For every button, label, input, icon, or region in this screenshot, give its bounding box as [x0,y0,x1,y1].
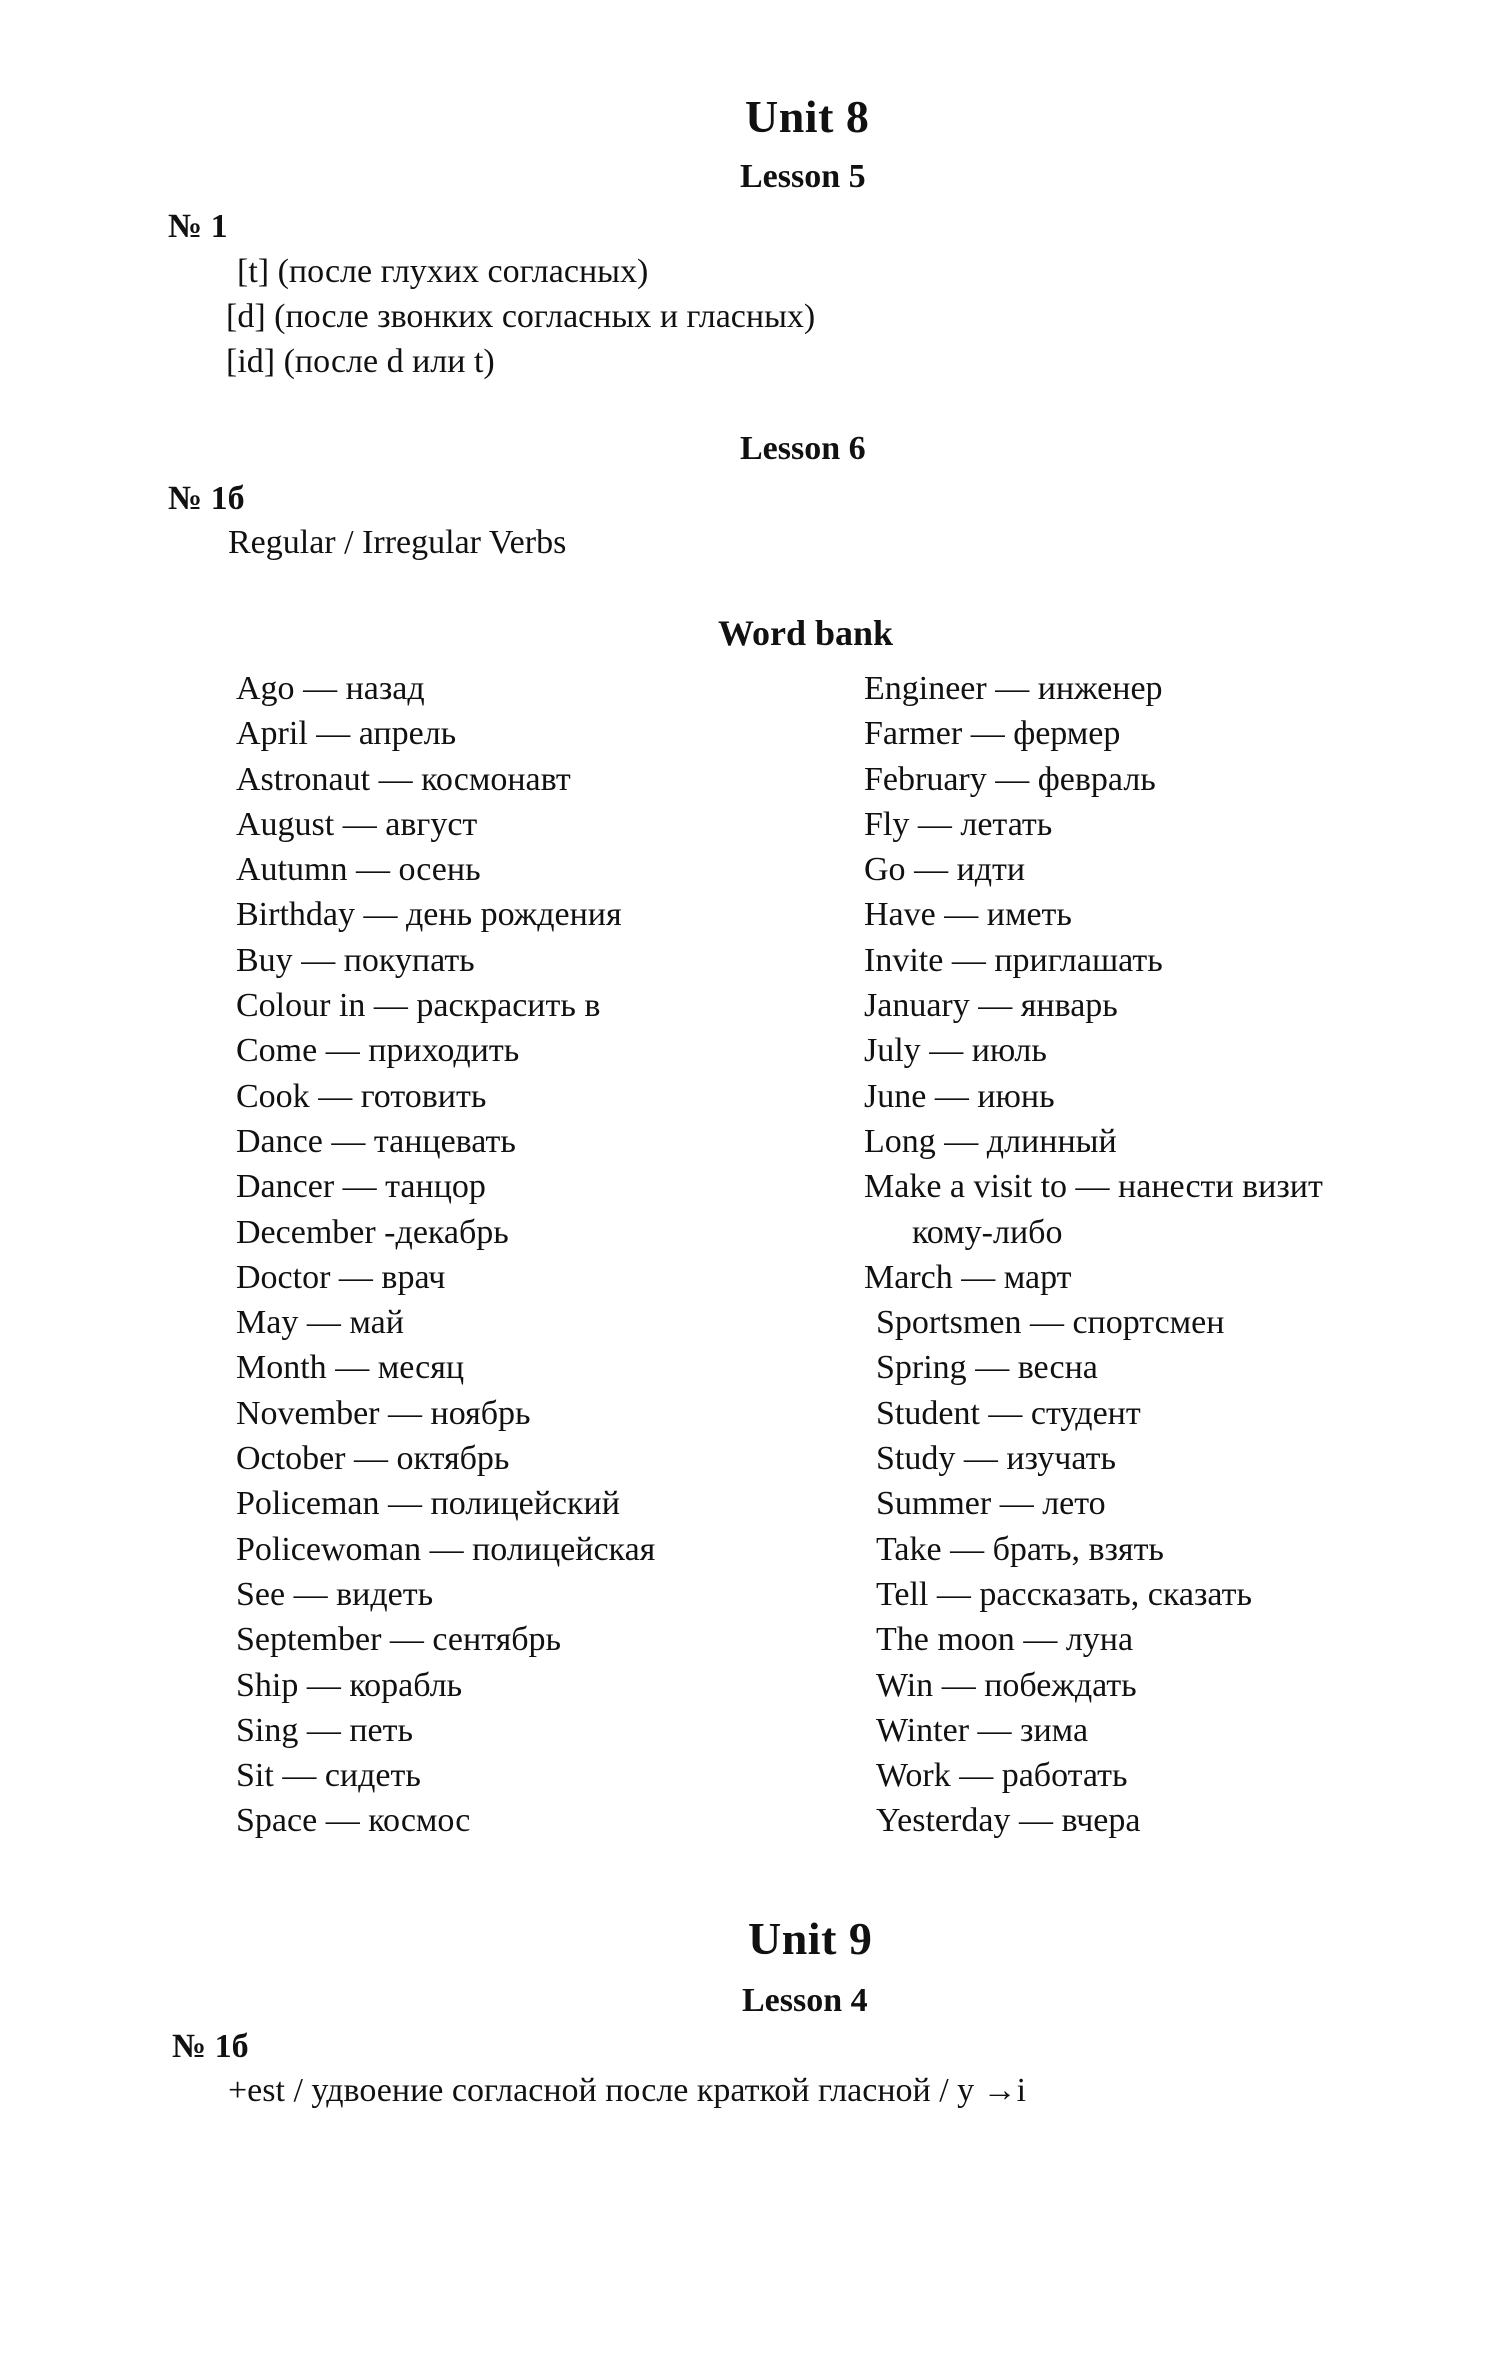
word-bank-entry [864,1210,1323,1255]
word-bank-dash: — [943,941,995,979]
word-bank-english-word: Policewoman [236,1530,422,1568]
word-bank-entry [236,802,655,847]
word-bank-title: Word bank [718,613,894,653]
word-bank-dash: — [345,1440,397,1478]
word-bank-entry [864,892,1323,937]
word-bank-english-word: Sportsmen [876,1304,1022,1342]
word-bank-translation: ноябрь [430,1394,531,1432]
word-bank-entry [864,1481,1323,1526]
word-bank-translation: луна [1065,1621,1134,1659]
word-bank-dash: — [365,987,417,1025]
word-bank-dash: — [933,1666,985,1704]
word-bank-entry [864,1753,1323,1798]
word-bank-translation: видеть [336,1575,434,1613]
word-bank-english-word: Have [864,896,936,934]
word-bank-translation: месяц [377,1349,465,1387]
word-bank-english-word: Fly [864,805,910,843]
word-bank-entry [864,1572,1323,1617]
word-bank-entry [236,1798,655,1843]
word-bank-english-word: Student [876,1394,980,1432]
word-bank-translation: танцор [385,1168,486,1206]
word-bank-left-column [236,666,655,1844]
word-bank-translation: лето [1042,1485,1106,1523]
word-bank-entry [236,1300,655,1345]
word-bank-translation: иметь [986,896,1072,934]
word-bank-dash: — [986,670,1038,707]
word-bank-entry [864,1074,1323,1119]
word-bank-dash: — [926,1077,978,1115]
word-bank-dash: — [920,1032,972,1070]
word-bank-entry [864,1300,1323,1345]
word-bank-entry [864,1798,1323,1843]
word-bank-translation: фермер [1013,715,1121,753]
word-bank-entry [864,802,1323,847]
word-bank-dash: — [909,805,961,843]
word-bank-dash: — [298,1666,350,1704]
unit8-title: Unit 8 [745,91,870,142]
unit9-title: Unit 9 [748,1913,873,1964]
word-bank-english-word: Winter [876,1711,970,1749]
lesson6-line: Regular / Irregular Verbs [228,524,567,561]
word-bank-english-word: Make a visit to [864,1168,1068,1206]
word-bank-entry [236,1753,655,1798]
word-bank-english-word: April [236,715,308,753]
word-bank-entry [864,1164,1323,1209]
word-bank-dash: — [354,896,406,934]
unit8-lesson6-title: Lesson 6 [740,430,866,467]
word-bank-english-word: Tell [876,1575,929,1613]
word-bank-translation: зима [1020,1711,1089,1749]
word-bank-translation: длинный [986,1122,1117,1160]
word-bank-entry [864,1119,1323,1164]
word-bank-english-word: Farmer [864,715,963,753]
word-bank-dash: — [273,1757,325,1795]
unit9-lesson4-title: Lesson 4 [742,1982,868,2019]
word-bank-entry [236,1617,655,1662]
word-bank-entry [236,1255,655,1300]
word-bank-entry [236,847,655,892]
unit8-lesson5-exercise-number: № 1 [168,208,228,245]
word-bank-english-word: October [236,1440,346,1478]
word-bank-entry [236,1345,655,1390]
word-bank-entry [864,938,1323,983]
word-bank-dash: — [285,1575,337,1613]
word-bank-translation: студент [1030,1394,1141,1432]
word-bank-english-word: Dancer [236,1168,335,1206]
word-bank-entry [864,757,1323,802]
word-bank-dash: — [1010,1802,1062,1840]
word-bank-dash: — [952,1258,1004,1296]
word-bank-english-word: Yesterday [876,1802,1011,1840]
word-bank-dash: — [1021,1304,1073,1342]
word-bank-translation: полицейский [430,1485,620,1523]
word-bank-english-word: Sit [236,1757,274,1795]
word-bank-english-word: December - [236,1213,396,1251]
word-bank-translation: побеждать [984,1666,1137,1704]
unit9-lesson4-line: +est / удвоение согласной после краткой гласной / y →i [228,2072,1027,2109]
word-bank-entry [864,711,1323,756]
word-bank-entry [236,1164,655,1209]
word-bank-translation: кому-либо [912,1213,1063,1251]
word-bank-entry [236,1481,655,1526]
word-bank-dash: — [334,805,386,843]
word-bank-english-word: Ship [236,1666,299,1704]
word-bank-entry [864,1028,1323,1073]
word-bank-entry [236,711,655,756]
word-bank-dash: — [317,1802,369,1840]
word-bank-translation: корабль [349,1666,463,1704]
word-bank-english-word: Astronaut [236,760,371,798]
word-bank-translation: приходить [368,1032,520,1070]
word-bank-entry [236,1210,655,1255]
word-bank-dash: — [317,1032,369,1070]
word-bank-entry [236,892,655,937]
word-bank-english-word: September [236,1621,382,1659]
word-bank-translation: январь [1020,987,1118,1025]
word-bank-translation: август [385,805,478,843]
word-bank-english-word: March [864,1258,953,1296]
word-bank-english-word: Work [876,1757,951,1795]
word-bank-translation: сентябрь [432,1621,562,1659]
word-bank-dash: — [322,1122,374,1160]
word-bank-english-word: Doctor [236,1258,331,1296]
word-bank-dash: — [326,1349,378,1387]
word-bank-dash: — [292,941,344,979]
word-bank-english-word: May [236,1304,299,1342]
word-bank-dash: — [955,1440,1007,1478]
word-bank-translation: осень [398,851,481,889]
word-bank-english-word: Spring [876,1349,967,1387]
word-bank-english-word: Take [876,1530,942,1568]
word-bank-dash: — [986,760,1038,798]
word-bank-entry [864,1255,1323,1300]
word-bank-translation: приглашать [994,941,1163,979]
word-bank-translation: сидеть [324,1757,421,1795]
word-bank-entry [236,983,655,1028]
word-bank-dash: — [1067,1168,1119,1206]
word-bank-dash: — [370,760,422,798]
word-bank-translation: декабрь [395,1213,509,1251]
word-bank-entry [236,1391,655,1436]
word-bank-dash: — [941,1530,993,1568]
word-bank-dash: — [962,715,1014,753]
word-bank-entry [864,1391,1323,1436]
word-bank-translation: космонавт [421,760,571,798]
word-bank-entry [236,666,655,711]
word-bank-translation: июнь [977,1077,1055,1115]
word-bank-dash: — [298,1711,350,1749]
lesson5-line-2: [d] (после звонких согласных и гласных) [226,298,816,335]
word-bank-english-word: Summer [876,1485,992,1523]
word-bank-dash: — [928,1575,980,1613]
word-bank-english-word: Long [864,1122,936,1160]
word-bank-english-word: Birthday [236,896,355,934]
word-bank-english-word: Cook [236,1077,310,1115]
word-bank-english-word: Sing [236,1711,299,1749]
unit8-lesson6-exercise-number: № 1б [168,480,245,517]
word-bank-entry [864,1663,1323,1708]
word-bank-english-word: January [864,987,970,1025]
word-bank-dash: — [950,1757,1002,1795]
word-bank-entry [236,1119,655,1164]
word-bank-translation: врач [381,1258,446,1296]
word-bank-translation: покупать [343,941,475,979]
word-bank-translation: май [349,1304,404,1342]
word-bank-dash: — [905,851,957,889]
unit9-lesson4-exercise-number: № 1б [172,2028,249,2065]
word-bank-translation: спортсмен [1072,1304,1225,1342]
word-bank-entry [236,1436,655,1481]
word-bank-translation: космос [368,1802,471,1840]
word-bank-english-word: Month [236,1349,327,1387]
word-bank-english-word: The moon [876,1621,1015,1659]
word-bank-dash: — [979,1394,1031,1432]
word-bank-entry [864,983,1323,1028]
word-bank-translation: весна [1017,1349,1098,1387]
word-bank-english-word: Colour in [236,987,366,1025]
word-bank-dash: — [421,1530,473,1568]
word-bank-translation: раскрасить в [416,987,601,1025]
word-bank-english-word: August [236,805,335,843]
word-bank-dash: — [334,1168,386,1206]
word-bank-english-word: See [236,1575,286,1613]
word-bank-entry [236,1028,655,1073]
word-bank-translation: работать [1001,1757,1128,1795]
word-bank-dash: — [347,851,399,889]
word-bank-dash: — [309,1077,361,1115]
word-bank-english-word: February [864,760,987,798]
word-bank-entry [864,1345,1323,1390]
word-bank-dash: — [298,1304,350,1342]
word-bank-translation: идти [956,851,1026,889]
word-bank-translation: инженер [1037,670,1163,707]
word-bank-english-word: June [864,1077,927,1115]
word-bank-translation: день рождения [405,896,622,934]
word-bank-english-word: Ago [236,670,295,707]
word-bank-dash: — [381,1621,433,1659]
word-bank-translation: летать [960,805,1053,843]
word-bank-dash: — [294,670,346,707]
word-bank-english-word: Dance [236,1122,323,1160]
word-bank-english-word: Come [236,1032,318,1070]
word-bank-entry [864,666,1323,711]
word-bank-right-column [864,666,1323,1844]
word-bank-entry [236,1708,655,1753]
word-bank-entry [864,1708,1323,1753]
word-bank-translation: март [1003,1258,1072,1296]
word-bank-translation: октябрь [396,1440,510,1478]
word-bank-translation: полицейская [472,1530,656,1568]
word-bank-english-word: Policeman [236,1485,380,1523]
unit8-lesson5-title: Lesson 5 [740,158,866,195]
lesson5-line-3: [id] (после d или t) [226,343,495,380]
word-bank-entry [236,938,655,983]
word-bank-english-word: Engineer [864,670,987,707]
word-bank-dash: — [307,715,359,753]
word-bank-entry [864,1436,1323,1481]
word-bank-english-word: Buy [236,941,293,979]
word-bank-translation: вчера [1061,1802,1141,1840]
word-bank-english-word: November [236,1394,380,1432]
lesson5-line-1: [t] (после глухих согласных) [237,253,649,290]
word-bank-dash: — [379,1394,431,1432]
word-bank-translation: февраль [1037,760,1156,798]
word-bank-dash: — [991,1485,1043,1523]
word-bank-dash: — [969,987,1021,1025]
word-bank-english-word: Invite [864,941,944,979]
word-bank-dash: — [330,1258,382,1296]
word-bank-translation: петь [349,1711,414,1749]
word-bank-translation: июль [971,1032,1047,1070]
word-bank-english-word: Win [876,1666,934,1704]
word-bank-dash: — [935,896,987,934]
word-bank-entry [864,847,1323,892]
word-bank-entry [236,1527,655,1572]
word-bank-entry [236,1572,655,1617]
word-bank-dash: — [969,1711,1021,1749]
word-bank-translation: рассказать, сказать [979,1575,1252,1613]
word-bank-entry [236,1663,655,1708]
word-bank-translation: танцевать [373,1122,516,1160]
word-bank-english-word: Go [864,851,906,889]
word-bank-dash: — [379,1485,431,1523]
word-bank-entry [236,1074,655,1119]
word-bank-entry [864,1617,1323,1662]
word-bank-translation: апрель [358,715,457,753]
word-bank-english-word: Autumn [236,851,348,889]
word-bank-dash: — [966,1349,1018,1387]
word-bank-entry [864,1527,1323,1572]
word-bank-translation: готовить [360,1077,487,1115]
word-bank-english-word: July [864,1032,921,1070]
word-bank-translation: изучать [1006,1440,1116,1478]
word-bank-translation: нанести визит [1118,1168,1323,1206]
word-bank-english-word: Space [236,1802,318,1840]
word-bank-dash: — [1014,1621,1066,1659]
word-bank-translation: назад [345,670,425,707]
word-bank-entry [236,757,655,802]
word-bank-english-word: Study [876,1440,956,1478]
word-bank-dash: — [935,1122,987,1160]
word-bank-translation: брать, взять [992,1530,1164,1568]
